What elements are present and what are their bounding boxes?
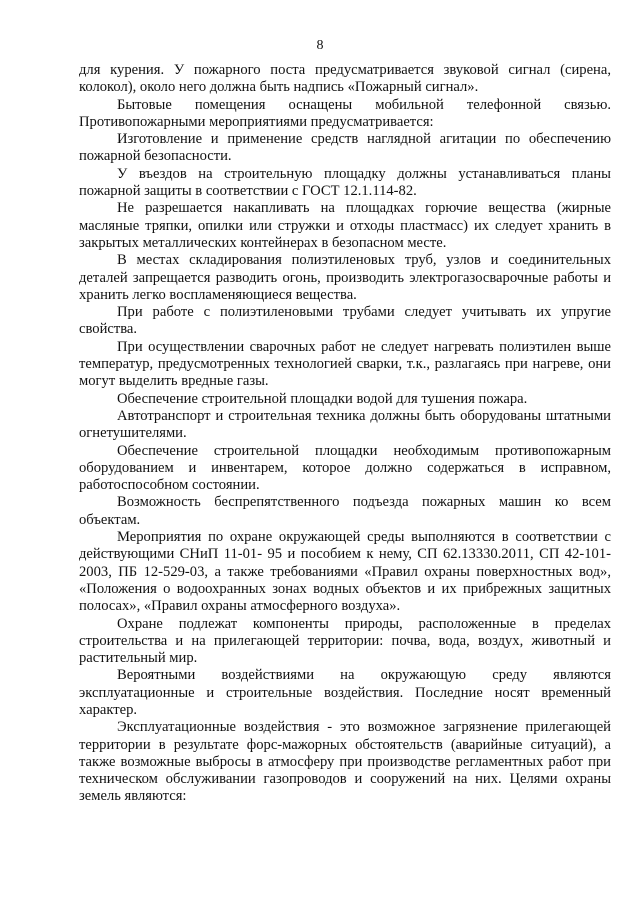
document-body	[79, 62, 611, 806]
paragraph: В местах складирования полиэтиленовых труб, узлов и соединительных деталей запрещается разводить огонь, производить электрогазосварочные работы и хранить легко воспламеняющиеся вещества.	[79, 252, 611, 303]
paragraph: При осуществлении сварочных работ не следует нагревать полиэтилен выше температур, предусмотренных технологией сварки, т.к., разлагаясь при нагреве, они могут выделить вредные газы.	[79, 338, 611, 390]
paragraph: Вероятными воздействиями на окружающую среду являются эксплуатационные и строительные воздействия. Последние носят временный характер.	[79, 667, 611, 718]
paragraph: Охране подлежат компоненты природы, расположенные в пределах строительства и на прилегающей территории: почва, вода, воздух, животный и растительный мир.	[79, 615, 611, 667]
paragraph: Эксплуатационные воздействия - это возможное загрязнение прилегающей территории в результате форс-мажорных обстоятельств (аварийные ситуаций), а также возможные выбросы в атмосферу при производстве регламентных работ при техническом обслуживании газопроводов и сооружений на них. Целями охраны земель являются:	[79, 719, 611, 805]
paragraph: Бытовые помещения оснащены мобильной телефонной связью. Противопожарными мероприятиями предусматривается:	[79, 96, 611, 130]
page-number: 8	[316, 38, 324, 53]
paragraph: Возможность беспрепятственного подъезда пожарных машин ко всем объектам.	[79, 494, 611, 528]
paragraph: Автотранспорт и строительная техника должны быть оборудованы штатными огнетушителями.	[79, 407, 611, 442]
paragraph: У въездов на строительную площадку должны устанавливаться планы пожарной защиты в соответствии с ГОСТ 12.1.114-82.	[79, 165, 611, 200]
paragraph: Изготовление и применение средств наглядной агитации по обеспечению пожарной безопасности.	[79, 131, 611, 165]
paragraph: Обеспечение строительной площадки водой для тушения пожара.	[117, 390, 528, 407]
paragraph-continuation: для курения. У пожарного поста предусматривается звуковой сигнал (сирена, колокол), около него должна быть надпись «Пожарный сигнал».	[79, 62, 611, 96]
paragraph: Обеспечение строительной площадки необходимым противопожарным оборудованием и инвентарем, которое должно содержаться в исправном, работоспособном состоянии.	[79, 442, 611, 494]
paragraph: Не разрешается накапливать на площадках горючие вещества (жирные масляные тряпки, опилки или стружки и отходы пластмасс) их следует хранить в закрытых металлических контейнерах в безопасном месте.	[79, 200, 611, 251]
paragraph: При работе с полиэтиленовыми трубами следует учитывать их упругие свойства.	[79, 304, 611, 338]
paragraph: Мероприятия по охране окружающей среды выполняются в соответствии с действующими СНиП 11-01- 95 и пособием к нему, СП 62.13330.2011, СП 42-101-2003, ПБ 12-529-03, а также требованиями «Правил охраны поверхностных вод», «Положения о водоохранных зонах водных объектов и их прибрежных защитных полосах», «Правил охраны атмосферного воздуха».	[79, 529, 611, 615]
